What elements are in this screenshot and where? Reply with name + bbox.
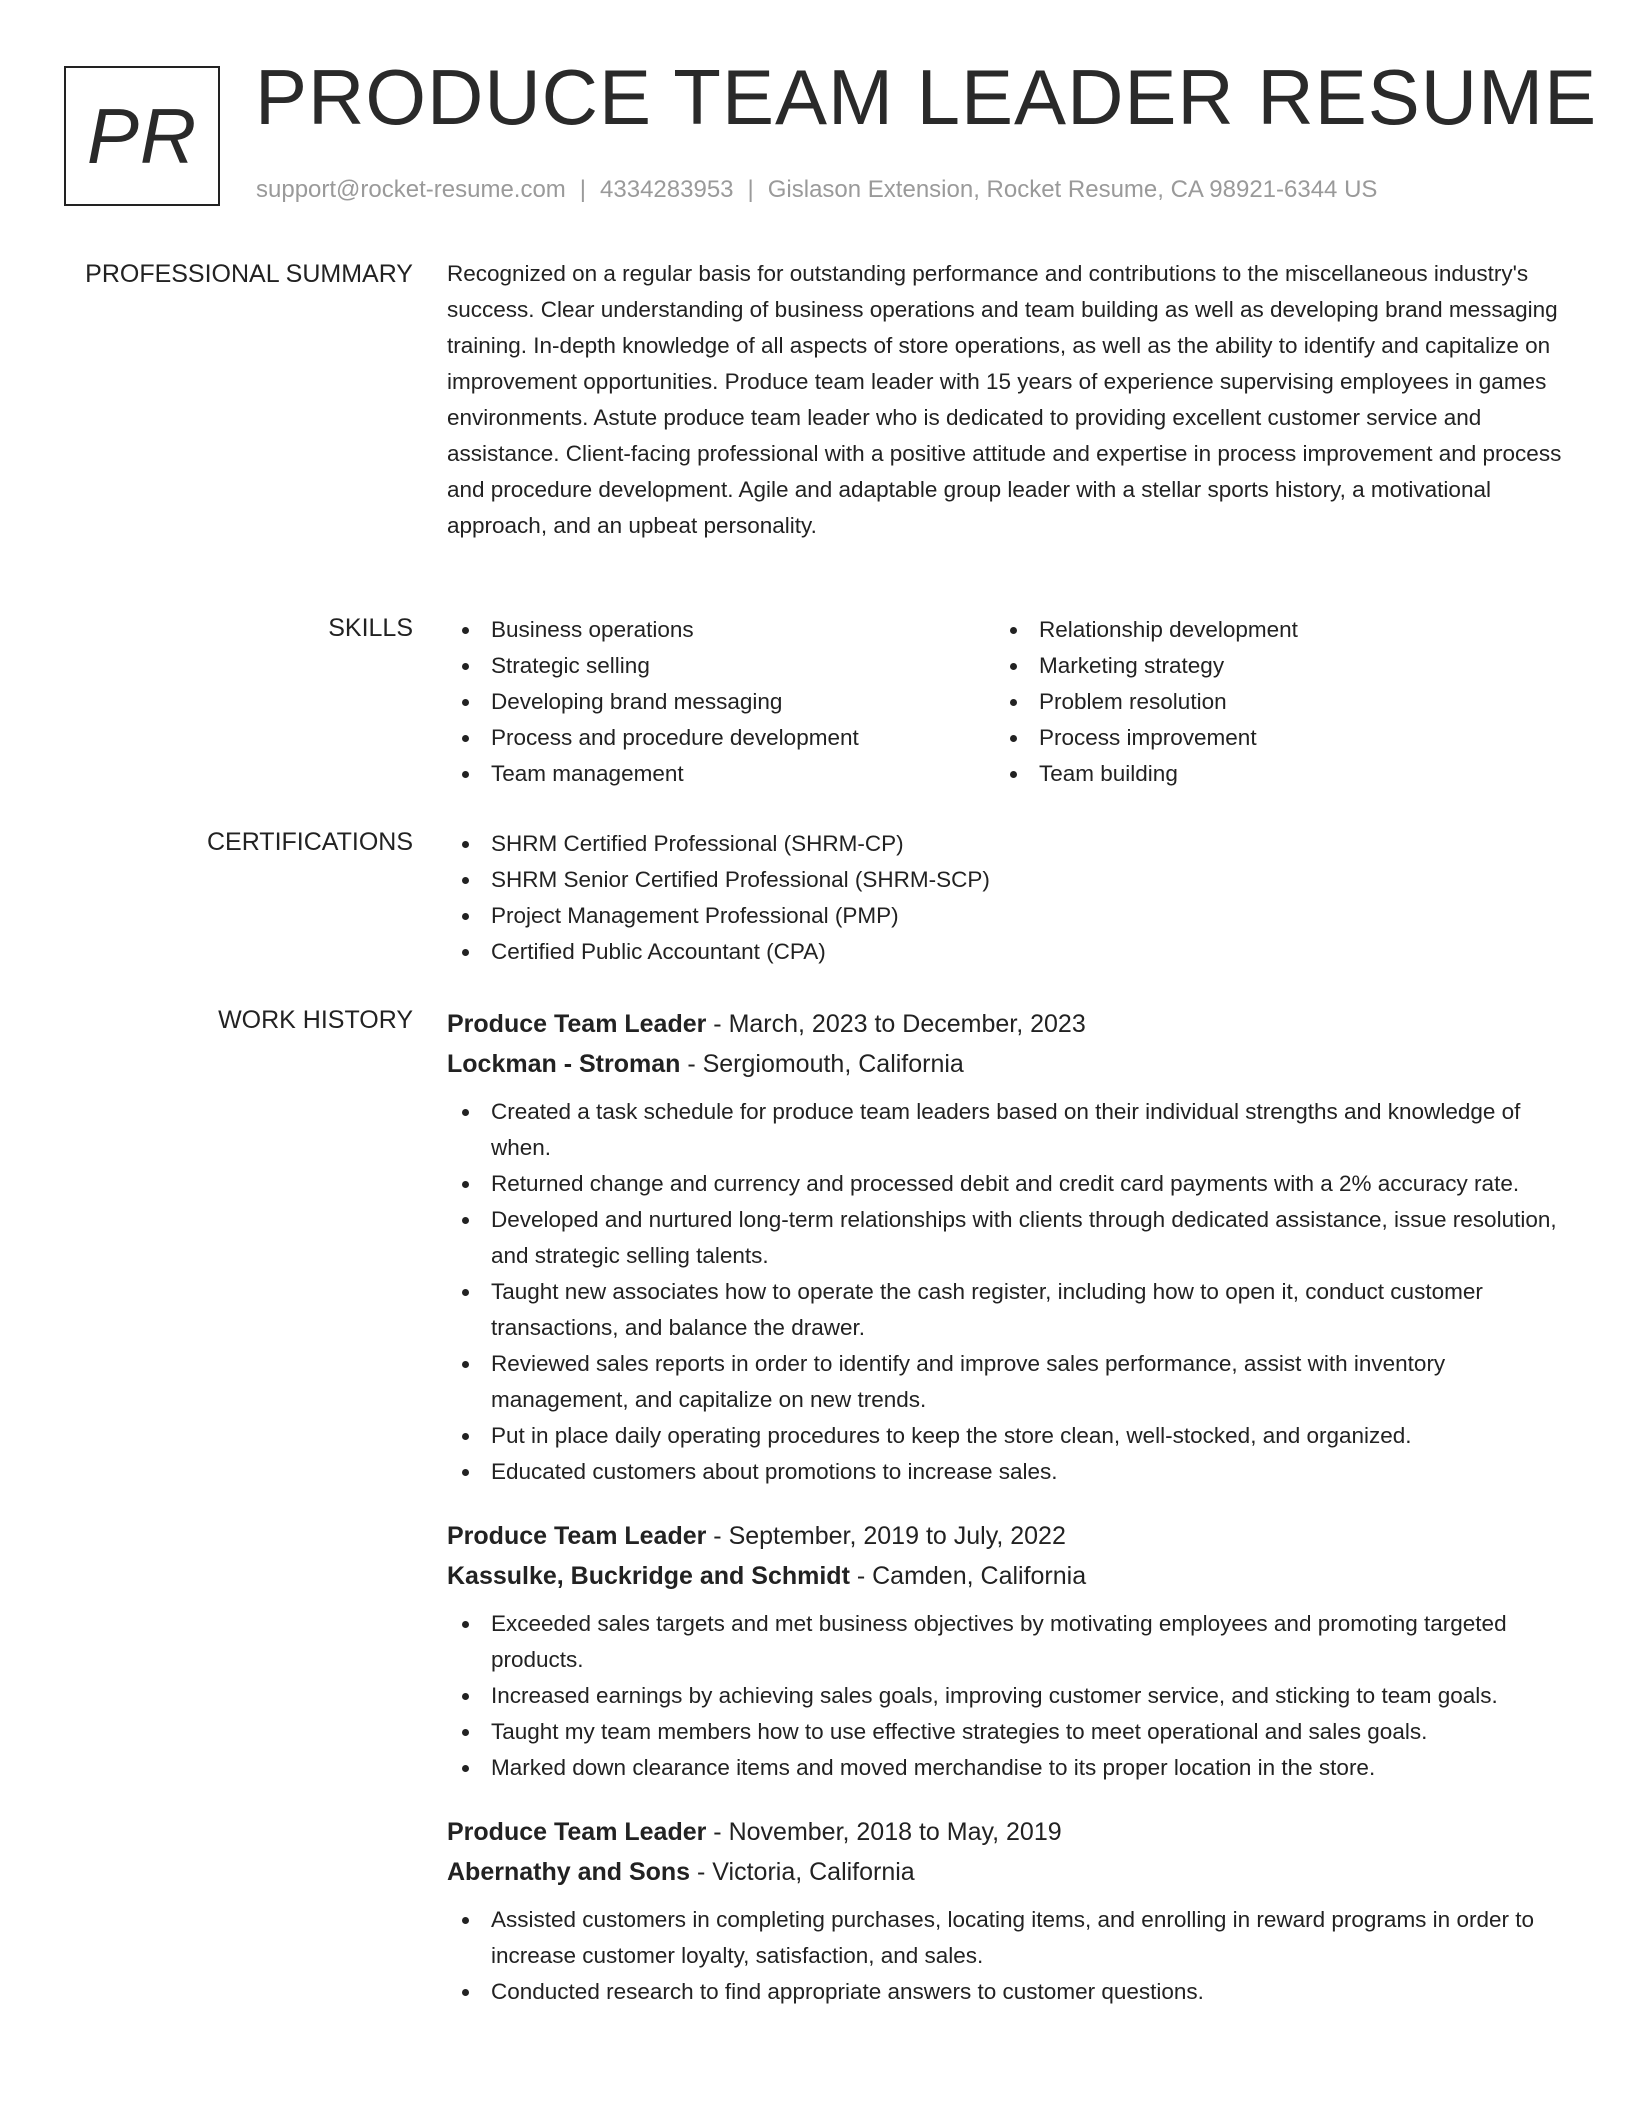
job-company-line	[447, 1556, 1567, 1596]
job-bullets	[447, 1606, 1567, 1786]
list-item: Exceeded sales targets and met business objectives by motivating employees and promoting targeted products.	[447, 1606, 1567, 1678]
job-company-line	[447, 1044, 1567, 1084]
list-item: Developed and nurtured long-term relationships with clients through dedicated assistance, issue resolution, and strategic selling talents.	[447, 1202, 1567, 1274]
list-item: Process and procedure development	[447, 720, 995, 756]
list-item: SHRM Senior Certified Professional (SHRM-SCP)	[447, 862, 1567, 898]
job-company: Abernathy and Sons	[447, 1858, 691, 1886]
job-title-line	[447, 1004, 1567, 1044]
job-entry	[447, 1812, 1567, 2010]
job-location: - Sergiomouth, California	[680, 1050, 964, 1078]
summary-body	[447, 256, 1567, 544]
list-item: Increased earnings by achieving sales goals, improving customer service, and sticking to team goals.	[447, 1678, 1567, 1714]
list-item: Business operations	[447, 612, 995, 648]
list-item: Conducted research to find appropriate answers to customer questions.	[447, 1974, 1567, 2010]
list-item: Process improvement	[995, 720, 1543, 756]
list-item: Reviewed sales reports in order to identify and improve sales performance, assist with inventory management, and capitalize on new trends.	[447, 1346, 1567, 1418]
list-item: Team management	[447, 756, 995, 792]
job-company: Lockman - Stroman	[447, 1050, 681, 1078]
certifications-body	[447, 826, 1567, 970]
list-item: Taught my team members how to use effective strategies to meet operational and sales goals.	[447, 1714, 1567, 1750]
list-item: Team building	[995, 756, 1543, 792]
job-dates: - September, 2019 to July, 2022	[706, 1522, 1066, 1550]
list-item: SHRM Certified Professional (SHRM-CP)	[447, 826, 1567, 862]
job-bullets	[447, 1902, 1567, 2010]
job-location: - Camden, California	[849, 1562, 1087, 1590]
resume-title: PRODUCE TEAM LEADER RESUME	[255, 53, 1598, 141]
list-item: Relationship development	[995, 612, 1543, 648]
monogram-badge	[64, 66, 220, 206]
summary-text: Recognized on a regular basis for outstanding performance and contributions to the miscellaneous industry's success. Clear understanding of business operations and team building as well as developing brand messaging training. In-depth knowledge of all aspects of store operations, as well as the ability to identify and capitalize on improvement opportunities. Produce team leader with 15 years of experience supervising employees in games environments. Astute produce team leader who is dedicated to providing excellent customer service and assistance. Client-facing professional with a positive attitude and expertise in process improvement and process and procedure development. Agile and adaptable group leader with a stellar sports history, a motivational approach, and an upbeat personality.	[447, 261, 1562, 538]
skills-list-right	[995, 612, 1543, 792]
job-company-line	[447, 1852, 1567, 1892]
list-item: Returned change and currency and processed debit and credit card payments with a 2% accuracy rate.	[447, 1166, 1567, 1202]
list-item: Marketing strategy	[995, 648, 1543, 684]
job-title: Produce Team Leader	[447, 1010, 707, 1038]
certifications-list	[447, 826, 1567, 970]
skills-body	[447, 612, 1567, 792]
contact-separator: |	[747, 176, 754, 203]
job-company: Kassulke, Buckridge and Schmidt	[447, 1562, 850, 1590]
list-item: Created a task schedule for produce team leaders based on their individual strengths and knowledge of when.	[447, 1094, 1567, 1166]
list-item: Certified Public Accountant (CPA)	[447, 934, 1567, 970]
summary-label: PROFESSIONAL SUMMARY	[85, 260, 413, 288]
job-entry	[447, 1516, 1567, 1786]
list-item: Put in place daily operating procedures to keep the store clean, well-stocked, and organized.	[447, 1418, 1567, 1454]
job-dates: - November, 2018 to May, 2019	[706, 1818, 1062, 1846]
contact-line	[256, 176, 1377, 204]
job-bullets	[447, 1094, 1567, 1490]
work-history-body	[447, 1004, 1567, 2036]
job-title-line	[447, 1812, 1567, 1852]
contact-address: Gislason Extension, Rocket Resume, CA 98921-6344 US	[767, 176, 1378, 203]
skills-label: SKILLS	[328, 614, 413, 642]
job-dates: - March, 2023 to December, 2023	[706, 1010, 1086, 1038]
list-item: Strategic selling	[447, 648, 995, 684]
list-item: Project Management Professional (PMP)	[447, 898, 1567, 934]
job-location: - Victoria, California	[690, 1858, 915, 1886]
job-title-line	[447, 1516, 1567, 1556]
work-history-label: WORK HISTORY	[218, 1006, 413, 1034]
monogram-initials: PR	[86, 91, 198, 180]
list-item: Marked down clearance items and moved merchandise to its proper location in the store.	[447, 1750, 1567, 1786]
contact-separator: |	[579, 176, 587, 203]
skills-list-left	[447, 612, 995, 792]
job-entry	[447, 1004, 1567, 1490]
job-title: Produce Team Leader	[447, 1522, 707, 1550]
list-item: Assisted customers in completing purchases, locating items, and enrolling in reward programs in order to increase customer loyalty, satisfaction, and sales.	[447, 1902, 1567, 1974]
contact-email[interactable]: support@rocket-resume.com	[256, 176, 566, 203]
certifications-label: CERTIFICATIONS	[206, 828, 413, 856]
list-item: Developing brand messaging	[447, 684, 995, 720]
contact-phone[interactable]: 4334283953	[600, 176, 734, 203]
list-item: Taught new associates how to operate the cash register, including how to open it, conduct customer transactions, and balance the drawer.	[447, 1274, 1567, 1346]
job-title: Produce Team Leader	[447, 1818, 707, 1846]
list-item: Problem resolution	[995, 684, 1543, 720]
list-item: Educated customers about promotions to increase sales.	[447, 1454, 1567, 1490]
